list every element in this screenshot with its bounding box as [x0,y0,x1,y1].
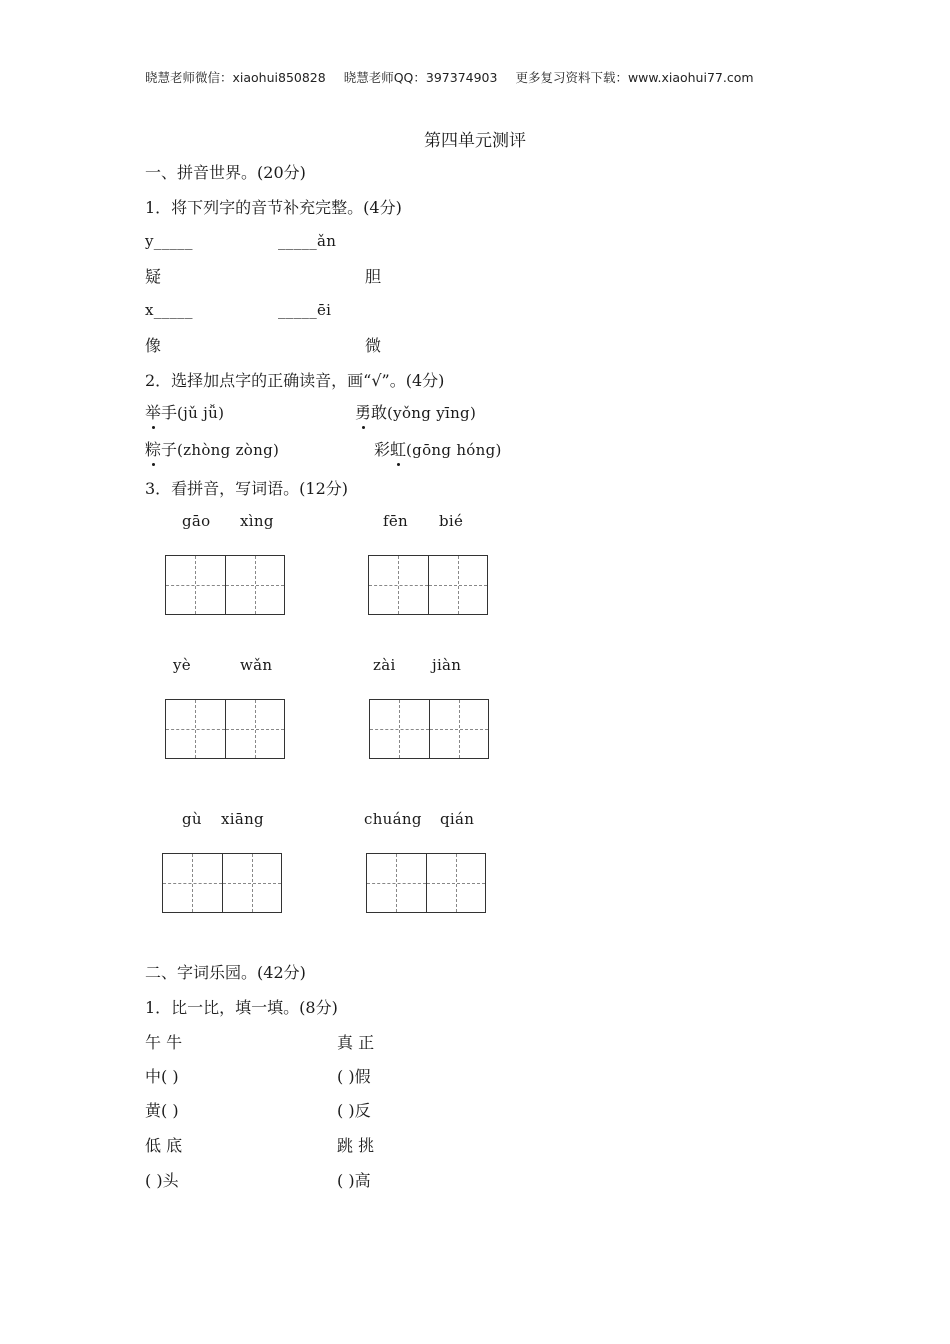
word5-pinyin-1: gù [182,810,202,828]
fill-blank[interactable]: 黄( ) [145,1101,179,1120]
item-options: (yǒng yīng) [387,404,477,422]
section1-heading [145,160,306,183]
s1-q1-char-1: 疑 [145,267,162,286]
word1-pinyin-1: gāo [182,512,211,530]
compare-chars-1: 午 牛 [145,1033,183,1052]
word1-pinyin-2: xìng [240,512,274,530]
word2-pinyin-2: bié [439,512,464,530]
dotted-char: 勇 [355,400,371,423]
s1-q1-char-4: 微 [365,336,382,355]
compare-chars-4: 跳 挑 [337,1136,375,1155]
writing-grid-6[interactable] [366,853,486,913]
fill-blank[interactable]: ( )反 [337,1101,371,1120]
page-header [145,68,768,86]
word4-pinyin-1: zài [373,656,396,674]
word3-pinyin-1: yè [173,656,191,674]
header-wechat: 晓慧老师微信：xiaohui850828 [145,70,326,85]
item-rest: 敢 [371,403,388,422]
writing-grid-5[interactable] [162,853,282,913]
item-pre: 彩 [374,440,391,459]
fill-blank[interactable]: 中( ) [145,1067,179,1086]
s1-q2-item-4 [374,437,502,460]
word4-pinyin-2: jiàn [432,656,462,674]
section2-points: (42分) [257,963,306,982]
writing-grid-4[interactable] [369,699,489,759]
header-qq: 晓慧老师QQ：397374903 [343,70,498,85]
s1-q2-item-3 [145,437,279,460]
compare-chars-3: 低 底 [145,1136,183,1155]
s1-q1-prompt: 1．将下列字的音节补充完整。(4分) [145,198,402,217]
writing-grid-3[interactable] [165,699,285,759]
writing-grid-1[interactable] [165,555,285,615]
s1-q1-char-3: 像 [145,336,162,355]
dotted-char: 粽 [145,437,161,460]
s2-q1-prompt: 1．比一比，填一填。(8分) [145,998,338,1017]
section2-heading-text: 二、字词乐园。 [145,963,258,982]
page-title: 第四单元测评 [424,131,526,151]
item-rest: 子 [161,440,178,459]
word6-pinyin-1: chuáng [364,810,422,828]
s1-q1-pinyin-4: _____ēi [278,301,332,319]
section2-heading [145,960,306,983]
s1-q2-prompt: 2．选择加点字的正确读音，画“√”。(4分) [145,371,445,390]
dotted-char: 举 [145,400,161,423]
fill-blank[interactable]: ( )头 [145,1171,179,1190]
s1-q3-prompt: 3．看拼音，写词语。(12分) [145,479,349,498]
item-rest: 手 [161,403,178,422]
dotted-char: 虹 [390,437,406,460]
s1-q1-pinyin-1: y_____ [145,232,193,250]
fill-blank[interactable]: ( )高 [337,1171,371,1190]
s1-q1-pinyin-2: _____ǎn [278,232,337,250]
s1-q1-char-2: 胆 [365,267,382,286]
item-options: (jǔ jǚ) [177,404,225,422]
word5-pinyin-2: xiāng [221,810,264,828]
word3-pinyin-2: wǎn [240,656,273,674]
writing-grid-2[interactable] [368,555,488,615]
word2-pinyin-1: fēn [383,512,408,530]
s1-q1-pinyin-3: x_____ [145,301,193,319]
section1-heading-text: 一、拼音世界。 [145,163,258,182]
section1-points: (20分) [257,163,306,182]
s1-q2-item-1 [145,400,224,423]
item-options: (zhòng zòng) [177,441,280,459]
fill-blank[interactable]: ( )假 [337,1067,371,1086]
s1-q2-item-2 [355,400,476,423]
compare-chars-2: 真 正 [337,1033,375,1052]
item-options: (gōng hóng) [406,441,502,459]
header-site: 更多复习资料下载：www.xiaohui77.com [515,70,754,85]
word6-pinyin-2: qián [440,810,475,828]
